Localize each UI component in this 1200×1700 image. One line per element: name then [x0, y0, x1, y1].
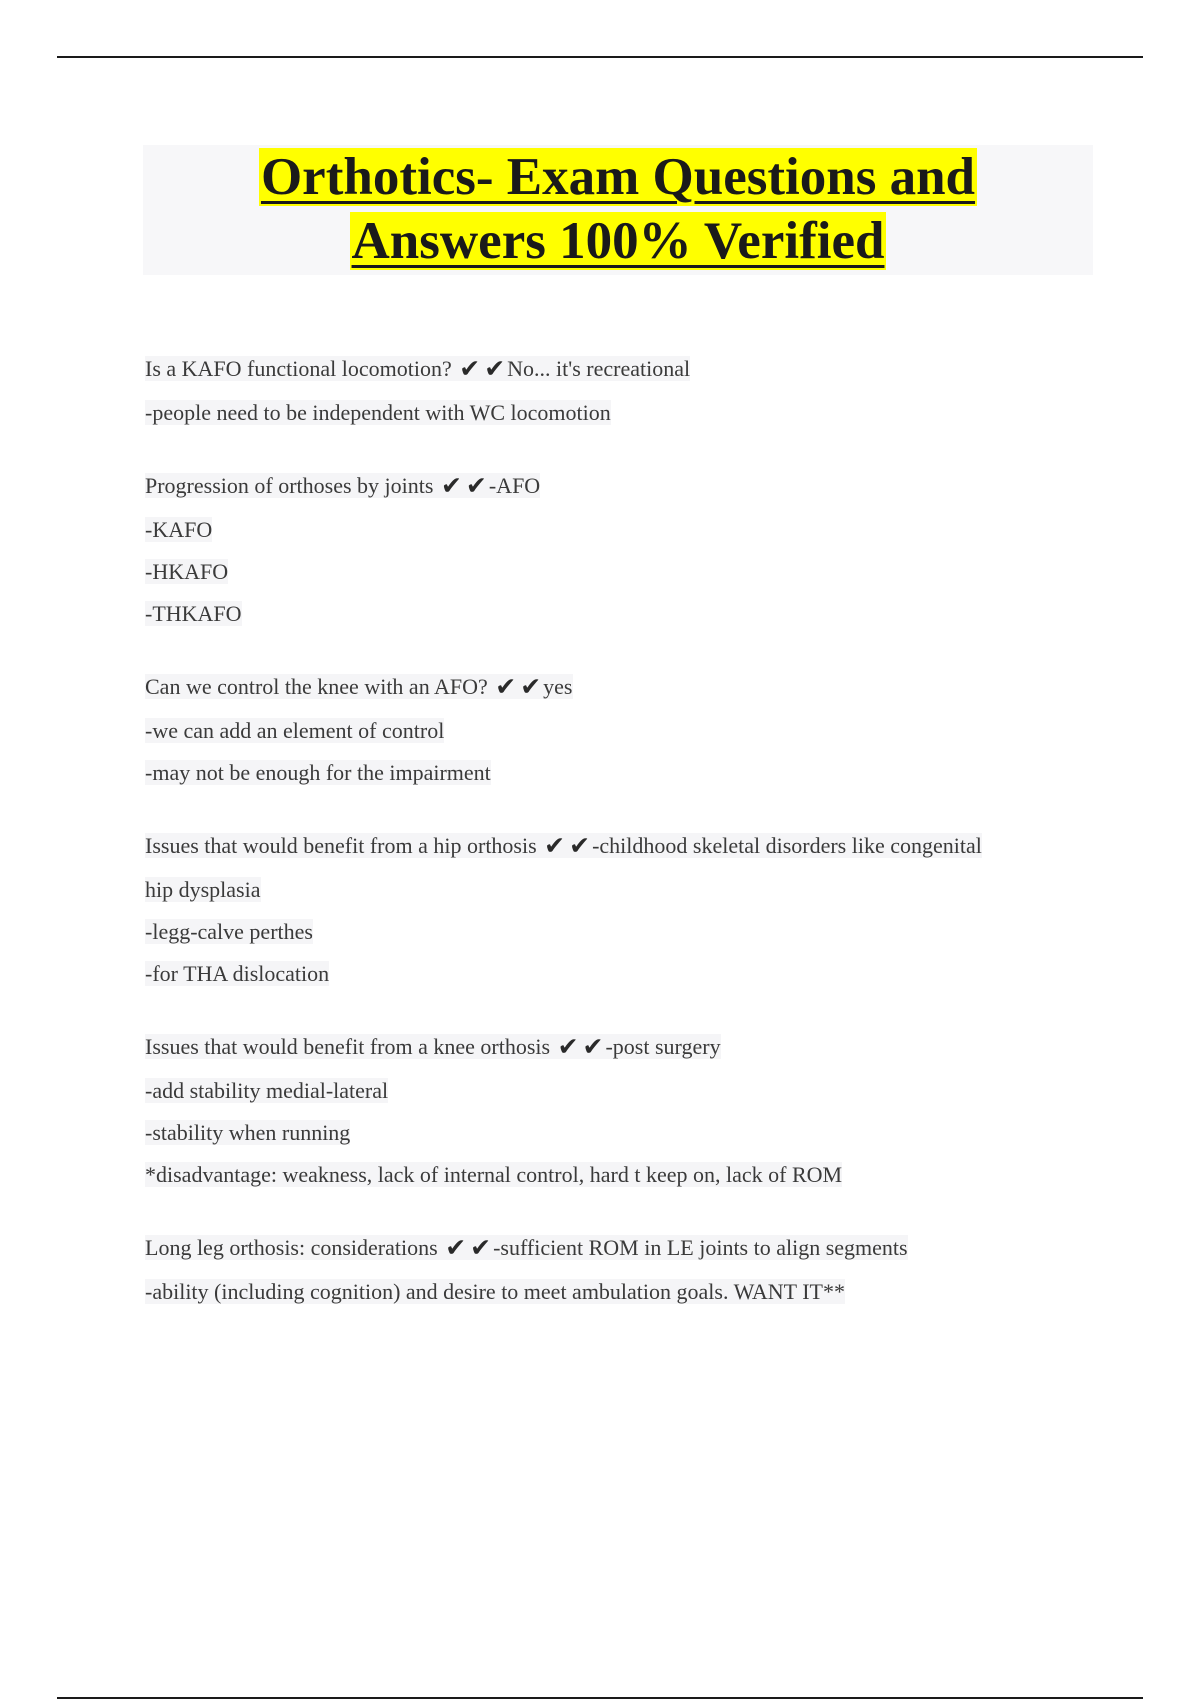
- question-text: Long leg orthosis: considerations: [145, 1235, 438, 1260]
- answer-line: -HKAFO: [145, 559, 229, 584]
- answer-text: No... it's recreational: [507, 356, 691, 381]
- answer-line: -people need to be independent with WC locomotion: [145, 400, 611, 425]
- qa-item: [145, 673, 1085, 787]
- check-icon: ✔: [569, 831, 591, 860]
- qa-item: [145, 832, 1085, 988]
- question-text: Issues that would benefit from a hip orthosis: [145, 833, 537, 858]
- check-icon: ✔: [484, 354, 506, 383]
- answer-text: -AFO: [488, 473, 541, 498]
- qa-item: [145, 472, 1085, 628]
- title-block: [143, 145, 1093, 275]
- answer-line: -legg-calve perthes: [145, 919, 313, 944]
- bottom-rule: [57, 1697, 1143, 1699]
- answer-text: yes: [543, 674, 573, 699]
- question-text: Can we control the knee with an AFO?: [145, 674, 488, 699]
- question-line: [145, 832, 1085, 860]
- answer-line: -stability when running: [145, 1120, 351, 1145]
- qa-item: [145, 355, 1085, 427]
- check-icon: ✔: [544, 831, 566, 860]
- qa-item: [145, 1234, 1085, 1306]
- top-rule: [57, 56, 1143, 58]
- check-icon: ✔: [459, 354, 481, 383]
- question-line: [145, 472, 1085, 500]
- question-line: [145, 355, 1085, 383]
- question-line: [145, 673, 1085, 701]
- answer-line: hip dysplasia: [145, 877, 261, 902]
- check-icon: ✔: [470, 1233, 492, 1262]
- answer-text: -childhood skeletal disorders like congenital: [592, 833, 982, 858]
- check-icon: ✔: [440, 471, 462, 500]
- answer-line: -may not be enough for the impairment: [145, 760, 491, 785]
- qa-list: [145, 355, 1085, 1351]
- qa-item: [145, 1033, 1085, 1189]
- page-title-line-1: Orthotics- Exam Questions and: [260, 148, 976, 206]
- question-text: Progression of orthoses by joints: [145, 473, 434, 498]
- page-title-line-2: Answers 100% Verified: [351, 212, 885, 270]
- answer-line: -we can add an element of control: [145, 718, 445, 743]
- answer-line: -ability (including cognition) and desire to meet ambulation goals. WANT IT**: [145, 1279, 845, 1304]
- answer-line: -for THA dislocation: [145, 961, 330, 986]
- answer-line: -add stability medial-lateral: [145, 1078, 389, 1103]
- question-text: Is a KAFO functional locomotion?: [145, 356, 452, 381]
- check-icon: ✔: [557, 1032, 579, 1061]
- answer-text: -post surgery: [605, 1034, 721, 1059]
- check-icon: ✔: [582, 1032, 604, 1061]
- answer-line: -THKAFO: [145, 601, 242, 626]
- check-icon: ✔: [445, 1233, 467, 1262]
- question-line: [145, 1234, 1085, 1262]
- check-icon: ✔: [520, 672, 542, 701]
- answer-line: *disadvantage: weakness, lack of internal control, hard t keep on, lack of ROM: [145, 1162, 843, 1187]
- check-icon: ✔: [495, 672, 517, 701]
- answer-line: -KAFO: [145, 517, 213, 542]
- question-text: Issues that would benefit from a knee orthosis: [145, 1034, 551, 1059]
- question-line: [145, 1033, 1085, 1061]
- answer-text: -sufficient ROM in LE joints to align segments: [493, 1235, 908, 1260]
- check-icon: ✔: [465, 471, 487, 500]
